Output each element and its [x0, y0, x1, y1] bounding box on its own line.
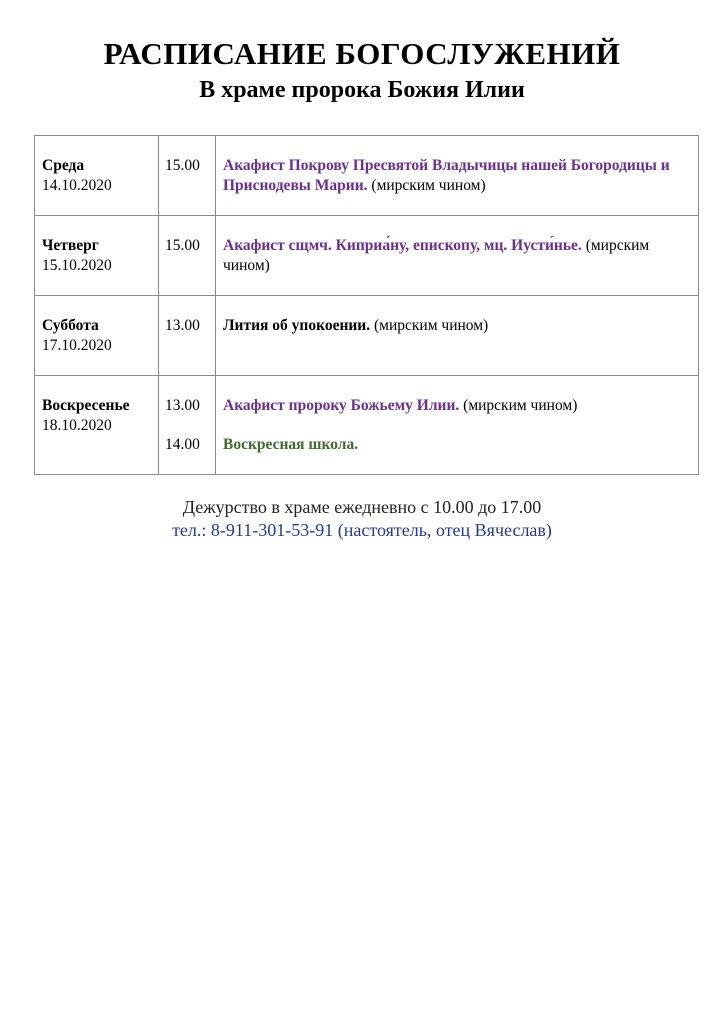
service-entry	[223, 435, 692, 455]
day-name: Четверг	[42, 237, 99, 254]
service-title: Лития об упокоении.	[223, 317, 371, 334]
schedule-row-saturday	[35, 296, 699, 376]
page-title: РАСПИСАНИЕ БОГОСЛУЖЕНИЙ	[103, 36, 621, 71]
day-date: 14.10.2020	[42, 177, 112, 194]
service-entry	[223, 236, 692, 276]
service-entry	[223, 156, 692, 196]
service-title: Воскресная школа.	[223, 436, 359, 453]
day-date: 15.10.2020	[42, 257, 112, 274]
service-entry	[223, 316, 692, 336]
service-time: 15.00	[165, 237, 200, 254]
service-note: (мирским чином)	[370, 317, 489, 334]
day-name: Суббота	[42, 317, 99, 334]
service-note: (мирским чином)	[367, 177, 486, 194]
service-title: Акафист сщмч. Киприа́ну, епископу, мц. Иусти́нье.	[223, 237, 582, 254]
day-date: 17.10.2020	[42, 337, 112, 354]
schedule-table	[34, 135, 699, 475]
phone-contact-text: тел.: 8-911-301-53-91 (настоятель, отец Вячеслав)	[172, 520, 552, 540]
service-title: Акафист Покрову Пресвятой Владычицы нашей Богородицы и Приснодевы Марии.	[223, 157, 670, 194]
service-title: Акафист пророку Божьему Илии.	[223, 397, 460, 414]
service-time: 15.00	[165, 157, 200, 174]
service-time: 13.00	[165, 397, 200, 414]
day-name: Воскресенье	[42, 397, 130, 414]
service-entry	[223, 396, 692, 416]
day-date: 18.10.2020	[42, 417, 112, 434]
service-time: 13.00	[165, 317, 200, 334]
service-note: (мирским чином)	[223, 237, 650, 274]
schedule-row-wednesday	[35, 136, 699, 216]
service-note: (мирским чином)	[459, 397, 578, 414]
day-name: Среда	[42, 157, 85, 174]
service-time: 14.00	[165, 436, 200, 453]
schedule-row-sunday	[35, 376, 699, 475]
schedule-row-thursday	[35, 216, 699, 296]
page-subtitle: В храме пророка Божия Илии	[199, 77, 525, 103]
duty-hours-text: Дежурство в храме ежедневно с 10.00 до 17.00	[182, 497, 542, 517]
